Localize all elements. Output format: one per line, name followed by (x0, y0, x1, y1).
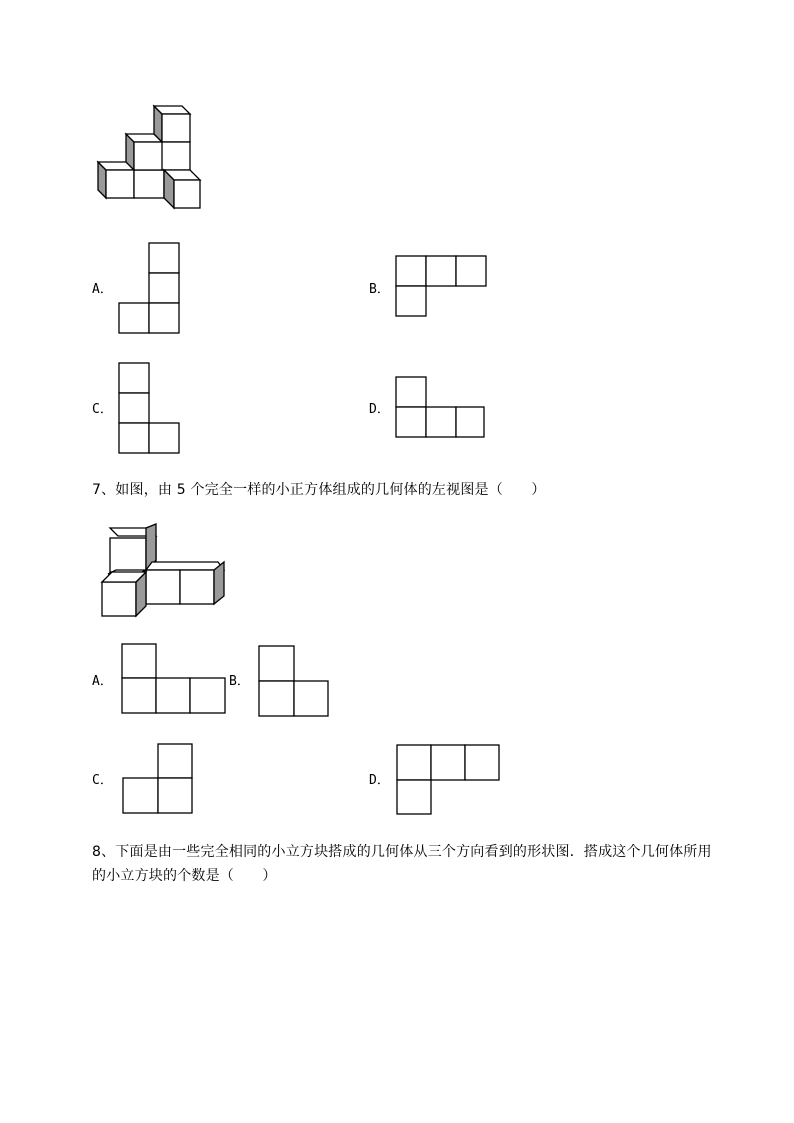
q6-option-b-figure[interactable] (395, 255, 495, 325)
q6-option-d-label[interactable]: D． (369, 402, 390, 417)
q7-option-c-figure[interactable] (122, 743, 198, 819)
q7-option-d-figure[interactable] (396, 744, 504, 820)
q6-option-a-figure[interactable] (118, 242, 188, 342)
q7-solid-figure (100, 524, 240, 624)
q7-option-b-label[interactable]: B． (229, 674, 250, 689)
q8-prompt-line-2: 的小立方块的个数是（ ） (92, 868, 277, 884)
q7-option-c-label[interactable]: C． (92, 773, 113, 788)
q8-prompt-line-1: 8、下面是由一些完全相同的小立方块搭成的几何体从三个方向看到的形状图．搭成这个几何体所用 (92, 844, 712, 860)
q6-option-c-figure[interactable] (118, 362, 188, 462)
q6-option-b-label[interactable]: B． (369, 282, 390, 297)
q6-solid-figure (92, 100, 212, 220)
q6-option-c-label[interactable]: C． (92, 402, 113, 417)
q7-option-a-figure[interactable] (121, 643, 231, 717)
q7-option-a-label[interactable]: A． (92, 674, 113, 689)
q6-option-d-figure[interactable] (395, 376, 495, 446)
q7-option-d-label[interactable]: D． (369, 773, 390, 788)
q7-prompt: 7、如图，由 5 个完全一样的小正方体组成的几何体的左视图是（ ） (92, 482, 546, 498)
q7-option-b-figure[interactable] (258, 645, 334, 721)
q6-option-a-label[interactable]: A． (92, 282, 113, 297)
